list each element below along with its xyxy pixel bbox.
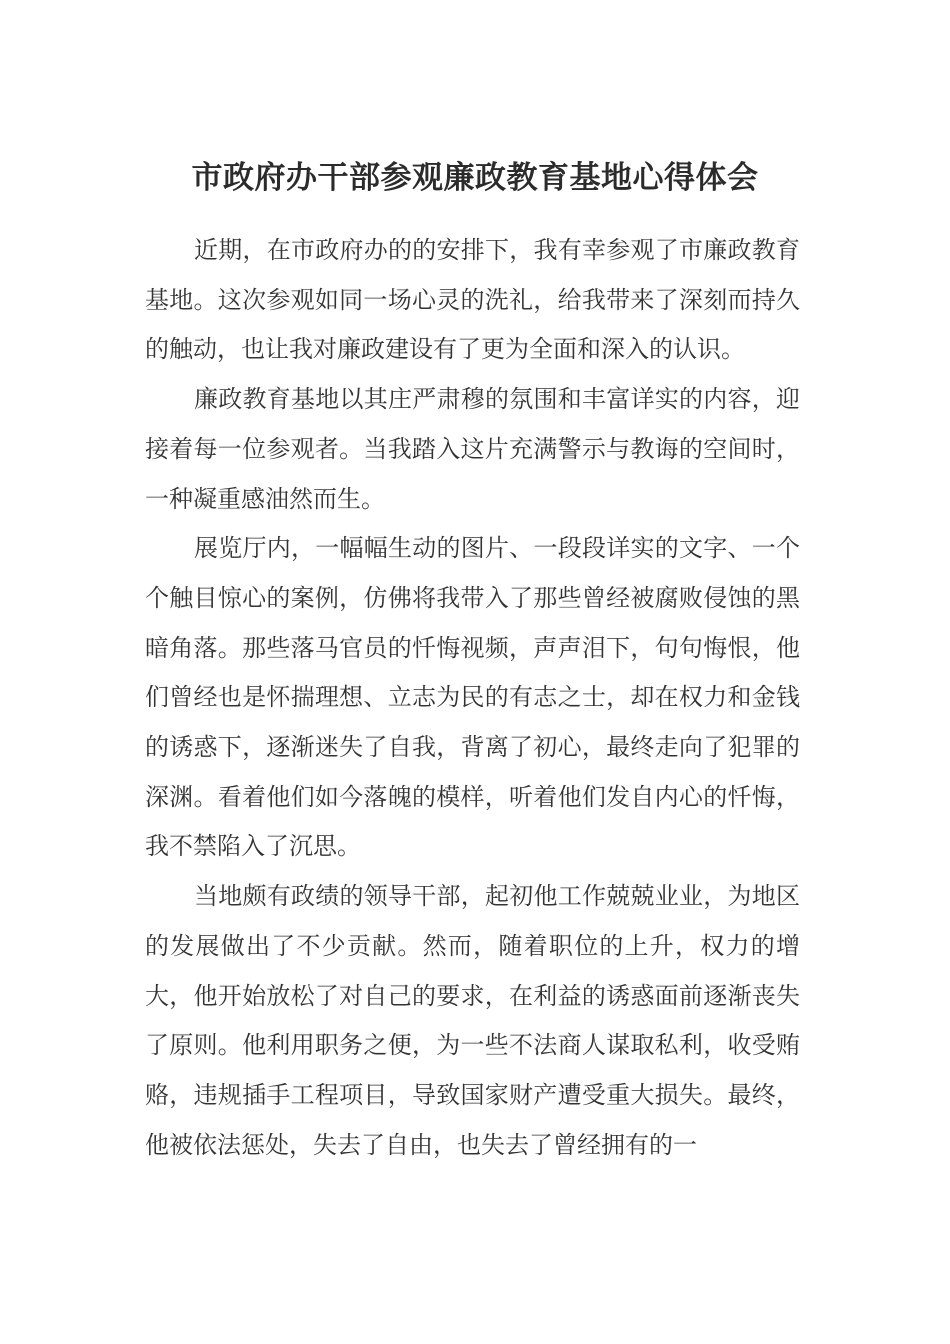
paragraph-3: 展览厅内，一幅幅生动的图片、一段段详实的文字、一个个触目惊心的案例，仿佛将我带入了那些曾经被腐败侵蚀的黑暗角落。那些落马官员的忏悔视频，声声泪下，句句悔恨，他们曾经也是怀揣理想、立志为民的有志之士，却在权力和金钱的诱惑下，逐渐迷失了自我，背离了初心，最终走向了犯罪的深渊。看着他们如今落魄的模样，听着他们发自内心的忏悔，我不禁陷入了沉思。 bbox=[145, 534, 800, 861]
document-body bbox=[145, 226, 800, 1170]
document-title: 市政府办干部参观廉政教育基地心得体会 bbox=[191, 160, 759, 196]
paragraph-2: 廉政教育基地以其庄严肃穆的氛围和丰富详实的内容，迎接着每一位参观者。当我踏入这片充满警示与教诲的空间时，一种凝重感油然而生。 bbox=[145, 385, 800, 513]
paragraph-4: 当地颇有政绩的领导干部，起初他工作兢兢业业，为地区的发展做出了不少贡献。然而，随着职位的上升，权力的增大，他开始放松了对自己的要求，在利益的诱惑面前逐渐丧失了原则。他利用职务之便，为一些不法商人谋取私利，收受贿赂，违规插手工程项目，导致国家财产遭受重大损失。最终，他被依法惩处，失去了自由，也失去了曾经拥有的一 bbox=[145, 882, 800, 1159]
paragraph-1: 近期，在市政府办的的安排下，我有幸参观了市廉政教育基地。这次参观如同一场心灵的洗礼，给我带来了深刻而持久的触动，也让我对廉政建设有了更为全面和深入的认识。 bbox=[145, 236, 800, 364]
